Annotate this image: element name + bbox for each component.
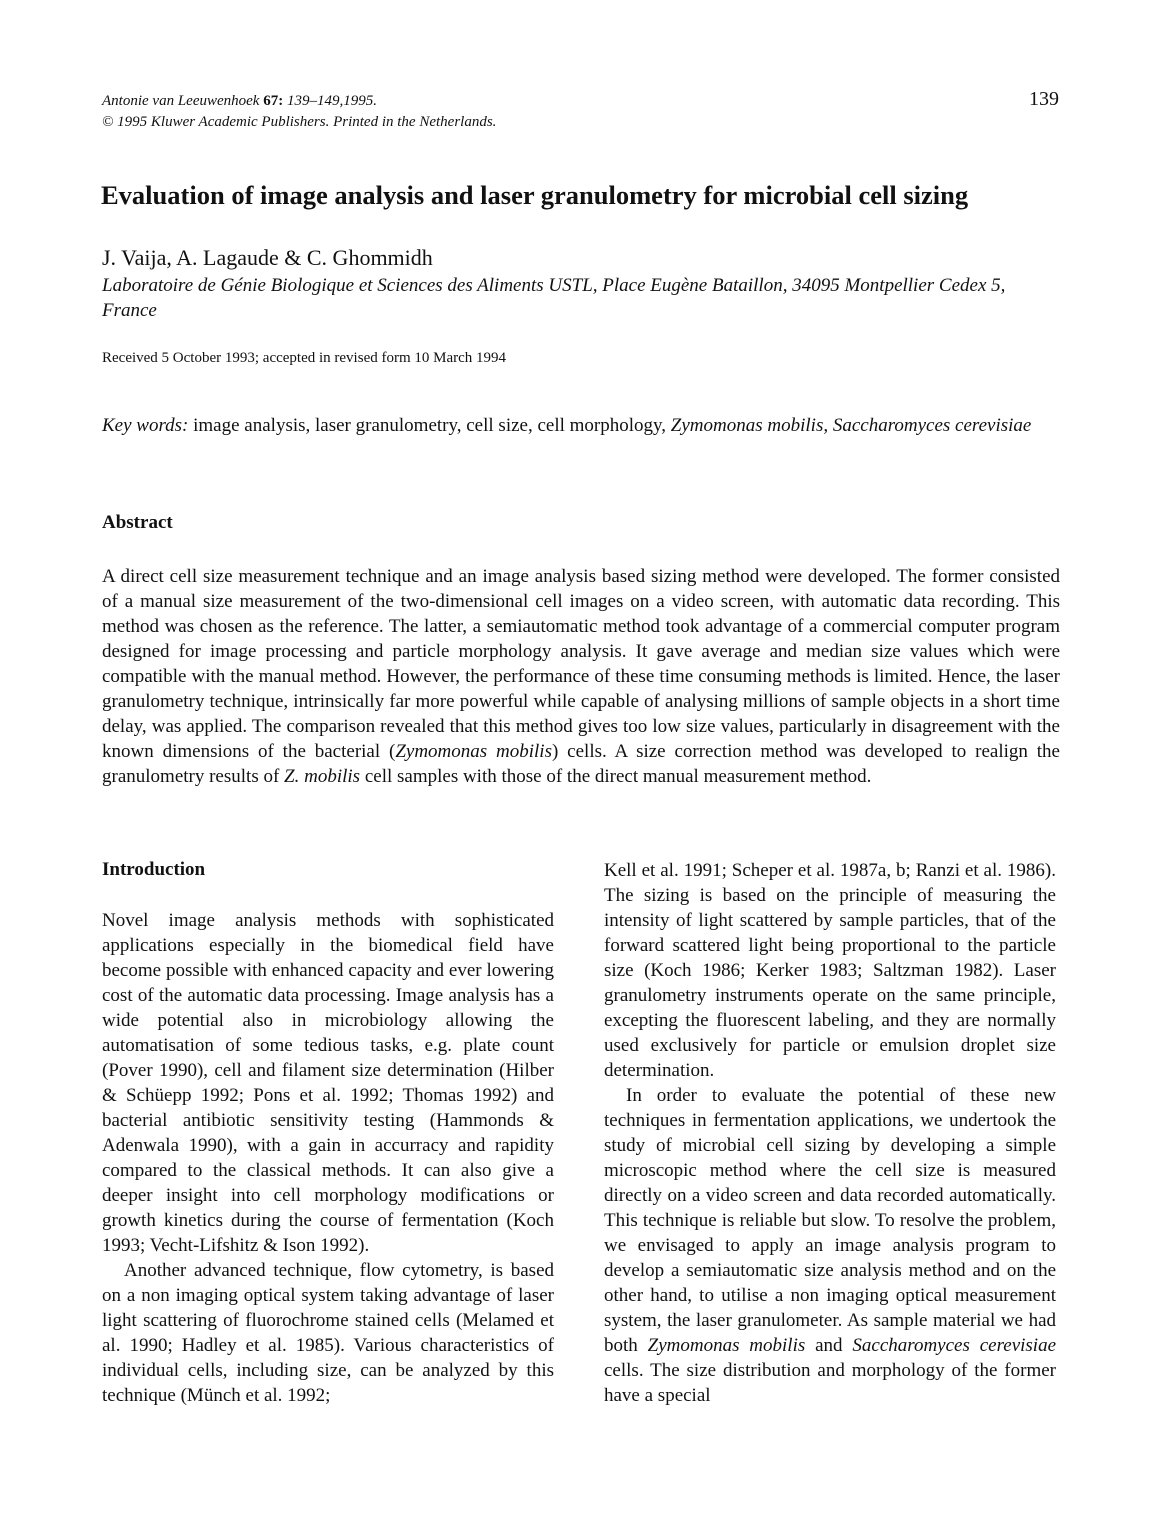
authors: J. Vaija, A. Lagaude & C. Ghommidh xyxy=(102,245,433,270)
abstract-text: A direct cell size measurement technique and an image analysis based sizing method were developed. The former consisted of a manual size measurement of the two-dimensional cell images on a video screen, with automatic data recording. This method was chosen as the reference. The latter, a semiautomatic method took advantage of a commercial computer program designed for image processing and particle morphology analysis. It gave average and median size values which were compatible with the manual method. However, the performance of these time consuming methods is limited. Hence, the laser granulometry technique, intrinsically far more powerful while capable of analysing millions of sample objects in a short time delay, was applied. The comparison revealed that this method gives too low size values, particularly in disagreement with the known dimensions of the bacterial (Zymomonas mobilis) cells. A size correction method was developed to realign the granulometry results of Z. mobilis cell samples with those of the direct manual measurement method. xyxy=(102,566,1060,787)
journal-volume: 67: xyxy=(263,93,284,109)
received-dates: Received 5 October 1993; accepted in revised form 10 March 1994 xyxy=(102,350,507,366)
copyright-line: © 1995 Kluwer Academic Publishers. Printed in the Netherlands. xyxy=(102,114,497,130)
affiliation: Laboratoire de Génie Biologique et Sciences des Aliments USTL, Place Eugène Bataillon, 34095 Montpellier Cedex 5, France xyxy=(102,275,1006,321)
journal-citation xyxy=(102,91,902,133)
abstract-heading: Abstract xyxy=(102,512,173,533)
journal-citation-line1: Antonie van Leeuwenhoek 67: 139–149,1995. xyxy=(102,93,377,109)
intro-paragraph-4: In order to evaluate the potential of these new techniques in fermentation applications, we undertook the study of microbial cell sizing by developing a simple microscopic method where the cell size is measured directly on a video screen and data recorded automatically. This technique is reliable but slow. To resolve the problem, we envisaged to apply an image analysis program to develop a semiautomatic size analysis method and on the other hand, to utilise a non imaging optical measurement system, the laser granulometer. As sample material we had both Zymomonas mobilis and Saccharomyces cerevisiae cells. The size distribution and morphology of the former have a special xyxy=(604,1085,1057,1406)
introduction-heading: Introduction xyxy=(102,859,206,880)
left-column xyxy=(102,857,554,1408)
keywords-label: Key words: xyxy=(102,415,189,436)
page-number: 139 xyxy=(1029,88,1059,110)
paper-title: Evaluation of image analysis and laser granulometry for microbial cell sizing xyxy=(101,180,969,210)
right-column xyxy=(604,858,1056,1408)
keywords: Key words: image analysis, laser granulometry, cell size, cell morphology, Zymomonas mobilis, Saccharomyces cerevisiae xyxy=(102,415,1032,436)
keywords-species: Zymomonas mobilis, Saccharomyces cerevisiae xyxy=(670,415,1032,436)
intro-paragraph-3: Kell et al. 1991; Scheper et al. 1987a, b; Ranzi et al. 1986). The sizing is based on the principle of measuring the intensity of light scattered by sample particles, that of the forward scattered light being proportional to the particle size (Koch 1986; Kerker 1983; Saltzman 1982). Laser granulometry instruments operate on the same principle, excepting the fluorescent labeling, and they are normally used exclusively for particle or emulsion droplet size determination. xyxy=(604,860,1056,1081)
intro-paragraph-1: Novel image analysis methods with sophisticated applications especially in the biomedical field have become possible with enhanced capacity and ever lowering cost of the automatic data processing. Image analysis has a wide potential also in microbiology allowing the automatisation of some tedious tasks, e.g. plate count (Pover 1990), cell and filament size determination (Hilber & Schüepp 1992; Pons et al. 1992; Thomas 1992) and bacterial antibiotic sensitivity testing (Hammonds & Adenwala 1990), with a gain in accurracy and rapidity compared to the classical methods. It can also give a deeper insight into cell morphology modifications or growth kinetics during the course of fermentation (Koch 1993; Vecht-Lifshitz & Ison 1992). xyxy=(102,910,554,1256)
intro-paragraph-2: Another advanced technique, flow cytometry, is based on a non imaging optical system taking advantage of laser light scattering of fluorochrome stained cells (Melamed et al. 1990; Hadley et al. 1985). Various characteristics of individual cells, including size, can be analyzed by this technique (Münch et al. 1992; xyxy=(102,1260,554,1406)
